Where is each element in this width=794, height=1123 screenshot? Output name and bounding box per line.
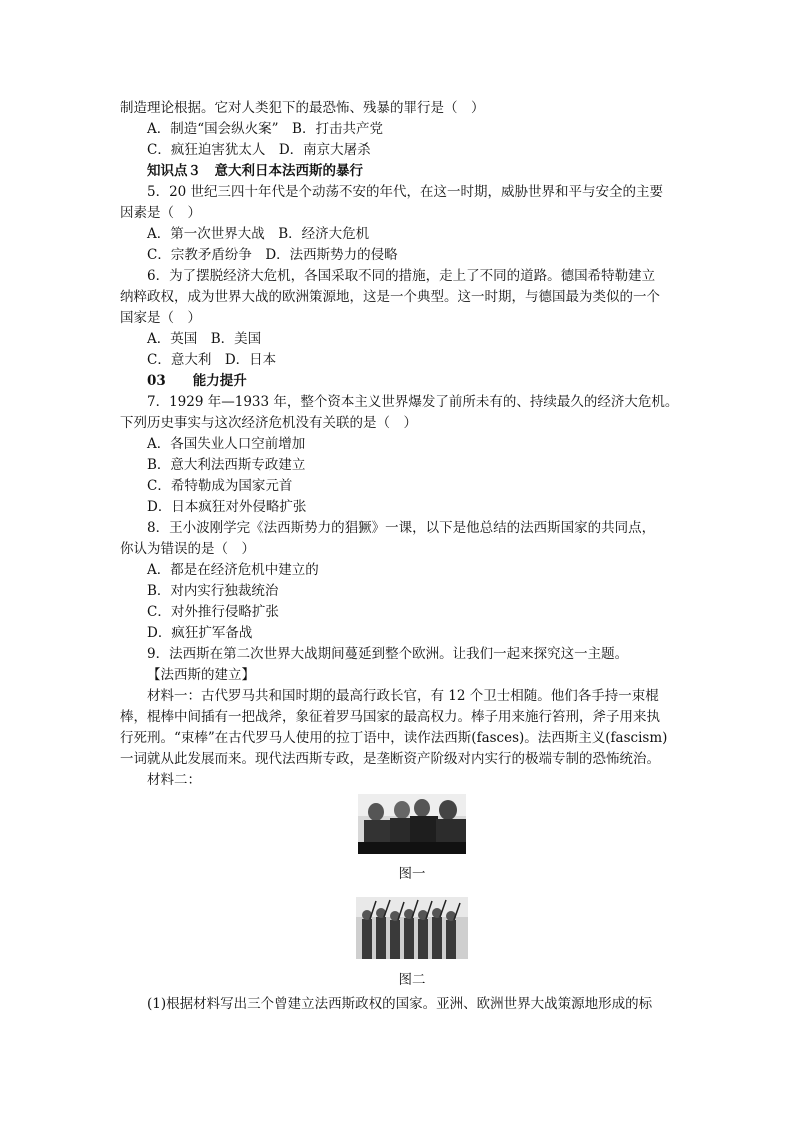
text-line: 纳粹政权，成为世界大战的欧洲策源地，这是一个典型。这一时期，与德国最为类似的一个: [120, 289, 660, 305]
figure-two-photo: [356, 897, 468, 959]
option-line: A．各国失业人口空前增加: [147, 436, 306, 452]
material-two-label: 材料二：: [147, 772, 201, 788]
figure-one-photo: [358, 794, 466, 854]
text-line: 下列历史事实与这次经济危机没有关联的是（ ）: [120, 415, 417, 431]
question-8: 8．王小波刚学完《法西斯势力的猖獗》一课，以下是他总结的法西斯国家的共同点，: [147, 520, 656, 536]
text-line: 你认为错误的是（ ）: [120, 541, 255, 557]
option-line: A．都是在经济危机中建立的: [147, 562, 319, 578]
question-7: 7．1929 年—1933 年，整个资本主义世界爆发了前所未有的、持续最久的经济大危机。: [147, 394, 679, 410]
option-line: A．第一次世界大战 B．经济大危机: [147, 226, 370, 242]
material-one-line: 材料一：古代罗马共和国时期的最高行政长官，有 12 个卫士相随。他们各手持一束棍: [147, 688, 659, 704]
option-line: C．希特勒成为国家元首: [147, 478, 293, 494]
option-line: D．日本疯狂对外侵略扩张: [147, 499, 307, 515]
question-9: 9．法西斯在第二次世界大战期间蔓延到整个欧洲。让我们一起来探究这一主题。: [147, 646, 629, 662]
option-line: A．制造“国会纵火案” B．打击共产党: [147, 121, 383, 137]
text-line: 因素是（ ）: [120, 205, 201, 221]
option-line: C．宗教矛盾纷争 D．法西斯势力的侵略: [147, 247, 398, 263]
figure-one-caption: 图一: [398, 866, 426, 882]
option-line: B．意大利法西斯专政建立: [147, 457, 306, 473]
section-heading: 03 能力提升: [147, 373, 247, 389]
text-line: 国家是（ ）: [120, 310, 201, 326]
question-5: 5．20 世纪三四十年代是个动荡不安的年代，在这一时期，威胁世界和平与安全的主要: [147, 184, 664, 200]
subsection-heading: 【法西斯的建立】: [147, 667, 255, 683]
material-one-line: 一词就从此发展而来。现代法西斯专政，是垄断资产阶级对内实行的极端专制的恐怖统治。: [120, 751, 660, 767]
option-line: D．疯狂扩军备战: [147, 625, 253, 641]
sub-question-1: (1)根据材料写出三个曾建立法西斯政权的国家。亚洲、欧洲世界大战策源地形成的标: [147, 996, 653, 1012]
text-line: 制造理论根据。它对人类犯下的最恐怖、残暴的罪行是（ ）: [120, 100, 485, 116]
option-line: C．意大利 D．日本: [147, 352, 277, 368]
option-line: B．对内实行独裁统治: [147, 583, 279, 599]
option-line: C．对外推行侵略扩张: [147, 604, 279, 620]
option-line: A．英国 B．美国: [147, 331, 262, 347]
section-heading: 知识点３ 意大利日本法西斯的暴行: [147, 163, 363, 179]
figure-two-caption: 图二: [398, 972, 426, 988]
option-line: C．疯狂迫害犹太人 D．南京大屠杀: [147, 142, 371, 158]
question-6: 6．为了摆脱经济大危机，各国采取不同的措施，走上了不同的道路。德国希特勒建立: [147, 268, 656, 284]
material-one-line: 棒，棍棒中间插有一把战斧，象征着罗马国家的最高权力。棒子用来施行笞刑，斧子用来执: [120, 709, 660, 725]
material-one-line: 行死刑。“束棒”在古代罗马人使用的拉丁语中，读作法西斯(fasces)。法西斯主义(fascism): [120, 730, 668, 746]
